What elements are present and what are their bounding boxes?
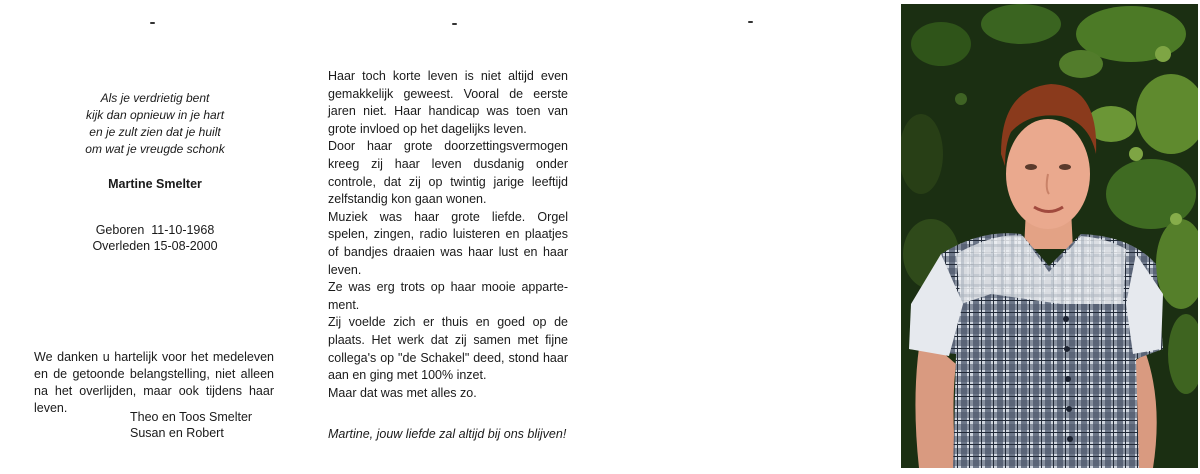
poem-line: en je zult zien dat je huilt	[89, 125, 221, 139]
death-date: Overleden 15-08-2000	[92, 239, 218, 253]
middle-panel	[300, 0, 600, 474]
bio-paragraph: Maar dat was met alles zo.	[328, 385, 477, 400]
signer-line: Theo en Toos Smelter	[130, 410, 253, 424]
portrait-photo	[901, 4, 1198, 468]
deceased-name: Martine Smelter	[108, 177, 202, 191]
left-panel	[0, 0, 300, 474]
birth-date: Geboren 11-10-1968	[95, 223, 215, 237]
poem	[60, 90, 250, 158]
poem-line: om wat je vreugde schonk	[85, 142, 225, 156]
biography	[328, 68, 568, 402]
signers	[130, 409, 270, 441]
fold-mark	[452, 23, 457, 25]
life-dates	[60, 222, 250, 254]
poem-line: kijk dan opnieuw in je hart	[85, 108, 225, 122]
bio-paragraph: Zij voelde zich er thuis en goed op de plaats. Het werk dat zij samen met fijne collega's op "de Schakel" deed, stond haar aan en ging met 100% inzet.	[328, 315, 568, 383]
portrait-illustration	[901, 4, 1198, 468]
bio-paragraph: Muziek was haar grote liefde. Orgel spelen, zingen, radio luisteren en plaatjes of bandjes draaien was haar lust en haar leven.	[328, 209, 568, 277]
bio-paragraph: Haar toch korte leven is niet altijd even gemakkelijk geweest. Vooral de eerste jaren niet. Haar handicap was toen van grote invloed op het dagelijks leven.	[328, 69, 568, 136]
closing-line: Martine, jouw liefde zal altijd bij ons blijven!	[328, 427, 567, 441]
signer-line: Susan en Robert	[130, 426, 224, 440]
fold-mark	[150, 22, 155, 24]
bio-paragraph: Door haar grote doorzettingsvermogen kreeg zij haar leven dusdanig onder controle, dat zij op twintig jarige leeftijd zelfstandig kon gaan wonen.	[328, 139, 568, 207]
bio-paragraph: Ze was erg trots op haar mooie apparte-ment.	[328, 280, 568, 312]
poem-line: Als je verdrietig bent	[100, 91, 210, 105]
thank-you-text: We danken u hartelijk voor het medeleven en de getoonde belangstelling, niet alleen na het overlijden, maar ook tijdens haar leven.	[34, 350, 274, 415]
fold-mark	[748, 21, 753, 23]
